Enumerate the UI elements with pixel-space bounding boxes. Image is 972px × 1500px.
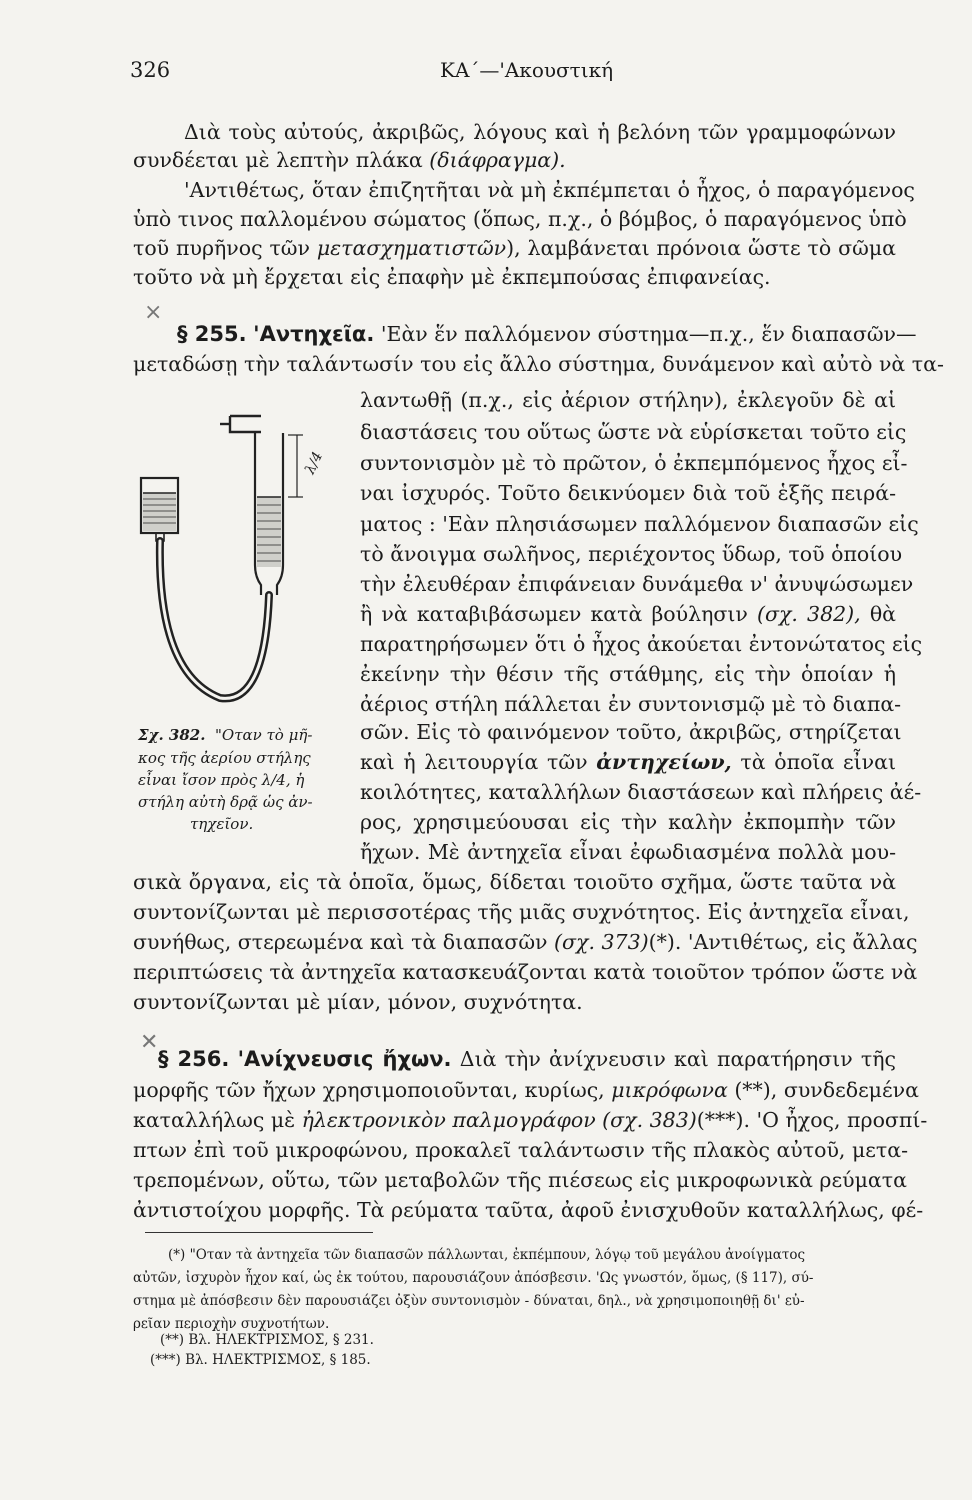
text-line: περιπτώσεις τὰ ἀντηχεῖα κατασκευάζονται κατὰ τοιοῦτον τρόπον ὥστε νὰ xyxy=(133,960,918,984)
footnote-line: στημα μὲ ἀπόσβεσιν δὲν παρουσιάζει ὀξὺν συντονισμὸν - δύναται, δηλ., νὰ χρησιμοποιηθῇ δι' εὐ- xyxy=(133,1293,805,1309)
text-line: ὑπὸ τινος παλλομένου σώματος (ὅπως, π.χ., ὁ βόμβος, ὁ παραγόμενος ὑπὸ xyxy=(133,207,907,231)
connecting-hose xyxy=(160,541,269,698)
section-heading-256: § 256. 'Ανίχνευσις ἤχων. Διὰ τὴν ἀνίχνευσιν καὶ παρατήρησιν τῆς xyxy=(158,1047,896,1071)
text-line: ἐκείνην τὴν θέσιν τῆς στάθμης, εἰς τὴν ὁποίαν ἡ xyxy=(360,662,896,686)
quarter-wavelength-marker xyxy=(288,435,303,497)
text-line: μορφῆς τῶν ἤχων χρησιμοποιοῦνται, κυρίως, μικρόφωνα (**), συνδεδεμένα xyxy=(133,1078,919,1102)
figure-caption-line: στήλη αὐτὴ δρᾷ ὡς ἀν- xyxy=(138,793,313,811)
running-title: ΚΑ΄—'Ακουστική xyxy=(440,58,614,82)
text-line: λαντωθῇ (π.χ., εἰς ἀέριον στήλην), ἐκλεγοῦν δὲ αἱ xyxy=(360,388,896,412)
water-reservoir xyxy=(141,478,178,541)
footnote-line: (**) Βλ. ΗΛΕΚΤΡΙΣΜΟΣ, § 231. xyxy=(160,1332,374,1348)
text-line: συντονίζωνται μὲ περισσοτέρας τῆς μιᾶς συχνότητος. Εἰς ἀντηχεῖα εἶναι, xyxy=(133,900,910,924)
text-line: συντονίζωνται μὲ μίαν, μόνον, συχνότητα. xyxy=(133,990,583,1014)
text-line: τὸ ἄνοιγμα σωλῆνος, περιέχοντος ὕδωρ, τοῦ ὁποίου xyxy=(360,542,903,566)
figure-caption-line: Σχ. 382. "Οταν τὸ μῆ- xyxy=(138,726,313,744)
text-line: καταλλήλως μὲ ἠλεκτρονικὸν παλμογράφον (σχ. 383)(***). 'Ο ἦχος, προσπί- xyxy=(133,1108,928,1132)
footnote-line: αὐτῶν, ἰσχυρὸν ἦχον καί, ὡς ἐκ τούτου, παρουσιάζουν ἀπόσβεσιν. 'Ως γνωστόν, ὅμως, (§ 117), σύ- xyxy=(133,1270,814,1286)
text-line: μεταδώσῃ τὴν ταλάντωσίν του εἰς ἄλλο σύστημα, δυνάμενον καὶ αὐτὸ νὰ τα- xyxy=(133,352,944,376)
text-line: διαστάσεις του οὕτως ὥστε νὰ εὑρίσκεται τοῦτο εἰς xyxy=(360,420,907,444)
text-line: ρος, χρησιμεύουσαι εἰς τὴν καλὴν ἐκπομπὴν τῶν xyxy=(360,810,896,834)
margin-mark-icon: × xyxy=(144,300,163,325)
text-line: ματος : 'Εὰν πλησιάσωμεν παλλόμενον διαπασῶν εἰς xyxy=(360,512,919,536)
text-line: τὴν ἐλευθέραν ἐπιφάνειαν δυνάμεθα ν' ἀνυψώσωμεν xyxy=(360,572,914,596)
lambda-quarter-label: λ/4 xyxy=(302,449,327,477)
footnote-line: (*) "Οταν τὰ ἀντηχεῖα τῶν διαπασῶν πάλλωνται, ἐκπέμπουν, λόγῳ τοῦ μεγάλου ἀνοίγματος xyxy=(168,1247,806,1263)
footnote-line: (***) Βλ. ΗΛΕΚΤΡΙΣΜΟΣ, § 185. xyxy=(150,1352,371,1368)
text-line: ἤχων. Μὲ ἀντηχεῖα εἶναι ἐφωδιασμένα πολλὰ μου- xyxy=(360,840,896,864)
figure-caption-line: κος τῆς ἀερίου στήλης xyxy=(138,749,311,767)
text-line: παρατηρήσωμεν ὅτι ὁ ἦχος ἀκούεται ἐντονώτατος εἰς xyxy=(360,632,923,656)
figure-caption-line: τηχεῖον. xyxy=(190,815,254,833)
page-number: 326 xyxy=(130,58,171,82)
text-line: τρεπομένων, οὕτω, τῶν μεταβολῶν τῆς πιέσεως εἰς μικροφωνικὰ ρεύματα xyxy=(133,1168,907,1192)
text-line: πτων ἐπὶ τοῦ μικροφώνου, προκαλεῖ ταλάντωσιν τῆς πλακὸς αὐτοῦ, μετα- xyxy=(133,1138,908,1162)
text-line: συνήθως, στερεωμένα καὶ τὰ διαπασῶν (σχ. 373)(*). 'Αντιθέτως, εἰς ἄλλας xyxy=(133,930,918,954)
figure-number: Σχ. 382. xyxy=(138,726,206,744)
text-line: καὶ ἡ λειτουργία τῶν ἀντηχείων, τὰ ὁποῖα εἶναι xyxy=(360,750,896,774)
resonance-tube xyxy=(255,433,283,595)
text-line: 'Αντιθέτως, ὅταν ἐπιζητῆται νὰ μὴ ἐκπέμπεται ὁ ἦχος, ὁ παραγόμενος xyxy=(184,178,915,202)
text-line: συντονισμὸν μὲ τὸ πρῶτον, ὁ ἐκπεμπόμενος ἦχος εἶ- xyxy=(360,451,908,475)
text-line: κοιλότητες, καταλλήλων διαστάσεων καὶ πλήρεις ἀέ- xyxy=(360,780,922,804)
text-line: ναι ἰσχυρός. Τοῦτο δεικνύομεν διὰ τοῦ ἑξῆς πειρά- xyxy=(360,481,896,505)
text-line: Διὰ τοὺς αὐτούς, ἀκριβῶς, λόγους καὶ ἡ βελόνη τῶν γραμμοφώνων xyxy=(184,120,896,144)
text-line: ἢ νὰ καταβιβάσωμεν κατὰ βούλησιν (σχ. 382), θὰ xyxy=(360,602,897,626)
text-line: συνδέεται μὲ λεπτὴν πλάκα (διάφραγμα). xyxy=(133,148,566,172)
text-line: σῶν. Εἰς τὸ φαινόμενον τοῦτο, ἀκριβῶς, στηρίζεται xyxy=(360,720,902,744)
text-line: ἀέριος στήλη πάλλεται ἐν συντονισμῷ μὲ τὸ διαπα- xyxy=(360,692,902,716)
tuning-fork-icon xyxy=(220,416,261,432)
text-line: σικὰ ὄργανα, εἰς τὰ ὁποῖα, ὅμως, δίδεται τοιοῦτο σχῆμα, ὥστε ταῦτα νὰ xyxy=(133,870,896,894)
figure-caption-line: εἶναι ἴσον πρὸς λ/4, ἡ xyxy=(138,771,305,789)
footnote-rule xyxy=(145,1232,373,1233)
footnote-line: ρεῖαν περιοχὴν συχνοτήτων. xyxy=(133,1316,330,1332)
text-line: τοῦ πυρῆνος τῶν μετασχηματιστῶν), λαμβάνεται πρόνοια ὥστε τὸ σῶμα xyxy=(133,236,896,260)
page-header xyxy=(130,58,910,88)
text-line: τοῦτο νὰ μὴ ἔρχεται εἰς ἐπαφὴν μὲ ἐκπεμπούσας ἐπιφανείας. xyxy=(133,265,771,289)
resonance-tube-figure xyxy=(135,405,350,720)
margin-mark-icon: ✕ xyxy=(140,1030,159,1055)
text-line: ἀντιστοίχου μορφῆς. Τὰ ρεύματα ταῦτα, ἀφοῦ ἐνισχυθοῦν καταλλήλως, φέ- xyxy=(133,1198,924,1222)
section-heading-255: § 255. 'Αντηχεῖα. 'Εὰν ἕν παλλόμενον σύστημα—π.χ., ἕν διαπασῶν— xyxy=(177,322,917,346)
